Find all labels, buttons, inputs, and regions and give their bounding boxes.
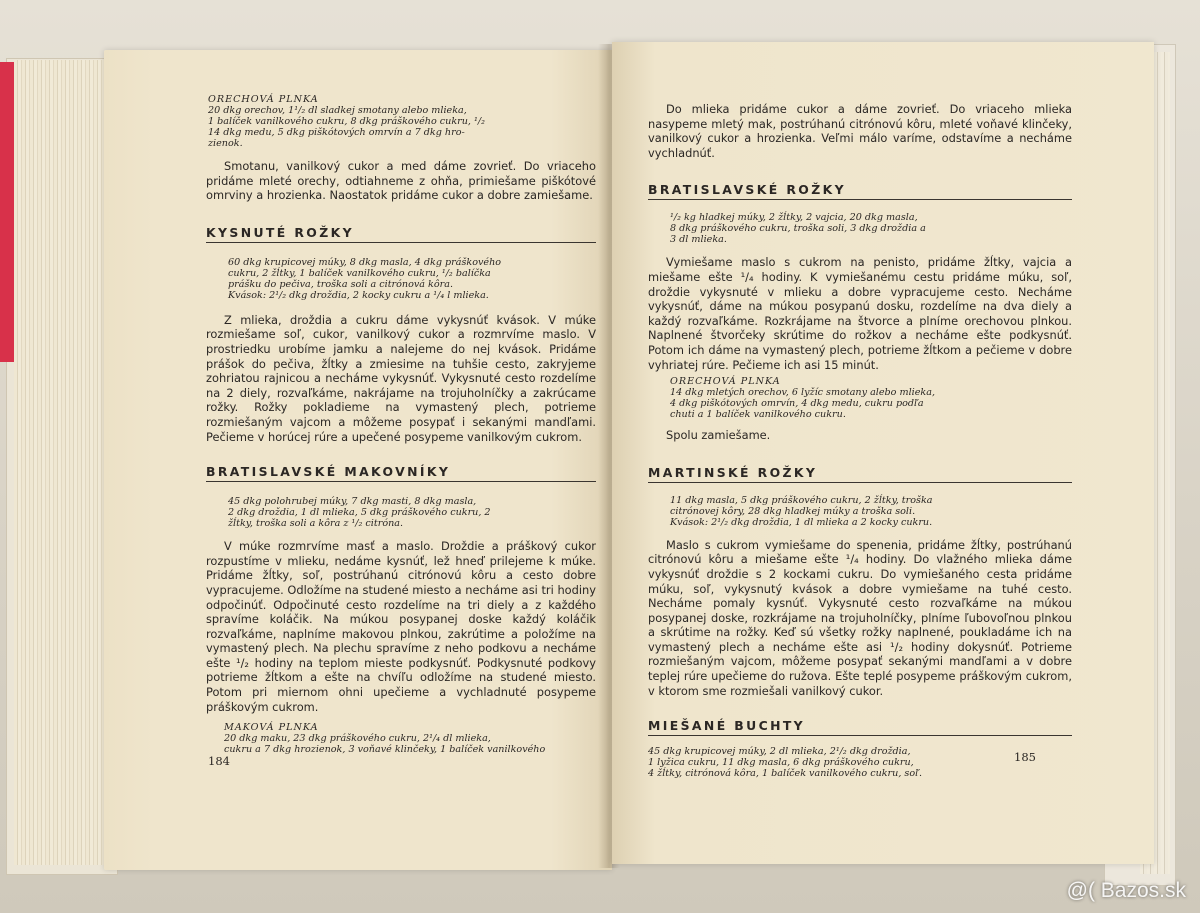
recipe-method: Vymiešame maslo s cukrom na penisto, pridáme žĺtky, vajcia a miešame ešte ¹/₄ hodiny. K vymiešanému cestu pridáme múku, soľ, droždie vykysnuté v mlieku a dobre vypracujeme cesto. Necháme vykysnúť, dáme na múkou posypanú dosku, rozdelíme na dva diely a každý rozvaľkáme. Rozkrájame na štvorce a plníme orechovou plnkou. Naplnené štvorčeky skrútime do rožkov a necháme ešte podkysnúť. Potom ich dáme na vymastený plech, potrieme žĺtkom a pečieme v dobre vyhriatej rúre. Pečieme ich asi 15 minút. xyxy=(648,255,1072,372)
cover-red-edge xyxy=(0,62,14,362)
filling-method: Spolu zamiešame. xyxy=(666,428,771,443)
page-number: 185 xyxy=(1014,750,1036,764)
ingredient-line: 14 dkg medu, 5 dkg piškótových omrvín a 7 dkg hro- xyxy=(208,127,465,138)
ingredient-line: 8 dkg práškového cukru, troška soli, 3 dkg droždia a xyxy=(670,223,926,235)
filling-method: Do mlieka pridáme cukor a dáme zovrieť. Do vriaceho mlieka nasypeme mletý mak, postrúhanú citrónovú kôru, mleté voňavé klinčeky, vanilkový cukor a hrozienka. Veľmi málo varíme, odstavíme a necháme vychladnúť. xyxy=(648,102,1072,160)
ingredient-line: 20 dkg orechov, 1¹/₂ dl sladkej smotany alebo mlieka, xyxy=(208,105,467,116)
ingredient-line: žĺtky, troška soli a kôra z ¹/₂ citróna. xyxy=(228,518,404,530)
ingredients-block xyxy=(648,495,1072,528)
page-number: 184 xyxy=(208,754,230,768)
recipe-title: BRATISLAVSKÉ ROŽKY xyxy=(648,182,1072,200)
ingredient-line: zienok. xyxy=(208,138,243,149)
ingredient-line: 1 lyžica cukru, 11 dkg masla, 6 dkg práškového cukru, xyxy=(648,757,914,769)
page-edges-left xyxy=(14,60,110,865)
ingredient-line: 45 dkg krupicovej múky, 2 dl mlieka, 2¹/₂ dkg droždia, xyxy=(648,746,911,758)
orechova-plnka-block xyxy=(206,94,596,149)
recipe-title: MIEŠANÉ BUCHTY xyxy=(648,718,1072,736)
ingredient-line: 3 dl mlieka. xyxy=(670,234,727,246)
ingredient-line: cukru, 2 žĺtky, 1 balíček vanilkového cukru, ¹/₂ balíčka xyxy=(228,267,491,279)
recipe-method: Maslo s cukrom vymiešame do spenenia, pridáme žĺtky, postrúhanú citrónovú kôru a miešame ešte ¹/₄ hodiny. Do vlažného mlieka dáme vykysnúť droždie s 2 kockami cukru. Do vymiešaného cesta pridáme múku, soľ, vykysnutý kvások a dobre vymiešame na tuhé cesto. Necháme pomaly kysnúť. Vykysnuté cesto rozvaľkáme na múkou posypanej doske, rozkrájame na trojuholníčky, plníme ľubovoľnou plnkou a skrútime na rožky. Keď sú všetky rožky naplnené, poukladáme ich na vymastený plech a necháme ešte asi ¹/₂ hodiny dokysnúť. Potrieme rozmiešaným vajcom, môžeme posypať sekanými mandľami a v dobre teplej rúre upečieme do ružova. Ešte teplé posypeme práškovým cukrom, v ktorom sme rozmiešali vanilkový cukor. xyxy=(648,537,1072,698)
filling-title: ORECHOVÁ PLNKA xyxy=(670,376,781,388)
recipe-method: Z mlieka, droždia a cukru dáme vykysnúť kvások. V múke rozmiešame soľ, cukor, vanilkový cukor a rozmrvíme maslo. V prostriedku urobíme jamku a nalejeme do nej kvások. Pridáme prášok do pečiva, žĺtky a zmiesime na tuhšie cesto, zakryjeme zohriatou rajnicou a necháme vykysnúť. Vykysnuté cesto rozdelíme na 2 diely, rozvaľkáme, nakrájame na trojuholníčky a zakrúcame rožky. Rožky pokladieme na vymastený plech, potrieme rozmiešaným vajcom a môžeme posypať i sekanými mandľami. Pečieme v horúcej rúre a upečené posypeme vanilkovým cukrom. xyxy=(206,312,596,444)
filling-title: MAKOVÁ PLNKA xyxy=(224,722,319,734)
ingredients-block xyxy=(648,212,1072,245)
recipe-title: KYSNUTÉ ROŽKY xyxy=(206,225,596,243)
ingredient-line: ¹/₂ kg hladkej múky, 2 žĺtky, 2 vajcia, 20 dkg masla, xyxy=(670,212,918,224)
right-page-content xyxy=(648,102,1072,779)
ingredient-line: prášku do pečiva, troška soli a citrónová kôra. xyxy=(228,278,454,290)
ingredient-line: 11 dkg masla, 5 dkg práškového cukru, 2 žĺtky, troška xyxy=(670,494,933,506)
ingredient-line: 2 dkg droždia, 1 dl mlieka, 5 dkg práškového cukru, 2 xyxy=(228,507,491,519)
ingredient-line: 45 dkg polohrubej múky, 7 dkg masti, 8 dkg masla, xyxy=(228,496,477,508)
ingredients-block xyxy=(206,257,596,301)
ingredient-line: cukru a 7 dkg hrozienok, 3 voňavé klinčeky, 1 balíček vanilkového xyxy=(224,744,546,756)
makova-plnka-block xyxy=(206,722,596,755)
filling-title: ORECHOVÁ PLNKA xyxy=(208,94,319,105)
ingredient-line: 1 balíček vanilkového cukru, 8 dkg práškového cukru, ¹/₂ xyxy=(208,116,485,127)
ingredient-line: Kvások: 2¹/₂ dkg droždia, 1 dl mlieka a 2 kocky cukru. xyxy=(670,516,933,528)
ingredient-line: 14 dkg mletých orechov, 6 lyžíc smotany alebo mlieka, xyxy=(670,387,936,399)
left-page xyxy=(104,50,612,870)
watermark: @( Bazos.sk xyxy=(1066,879,1186,902)
ingredients-block xyxy=(206,496,596,529)
orechova-plnka-block xyxy=(648,376,1072,420)
ingredient-line: Kvások: 2¹/₂ dkg droždia, 2 kocky cukru a ¹/₄ l mlieka. xyxy=(228,289,489,301)
filling-method: Smotanu, vanilkový cukor a med dáme zovrieť. Do vriaceho pridáme mleté orechy, odtiahneme z ohňa, primiešame piškótové omrviny a hrozienka. Naostatok pridáme cukor a dobre zamiešame. xyxy=(206,159,596,203)
recipe-title: MARTINSKÉ ROŽKY xyxy=(648,465,1072,483)
left-page-content xyxy=(206,94,596,755)
ingredient-line: 4 žĺtky, citrónová kôra, 1 balíček vanilkového cukru, soľ. xyxy=(648,768,923,780)
ingredient-line: 60 dkg krupicovej múky, 8 dkg masla, 4 dkg práškového xyxy=(228,256,502,268)
ingredient-line: citrónovej kôry, 28 dkg hladkej múky a troška soli. xyxy=(670,505,916,517)
ingredient-line: 4 dkg piškótových omrvín, 4 dkg medu, cukru podľa xyxy=(670,398,924,410)
ingredients-block xyxy=(648,746,1072,779)
ingredient-line: chuti a 1 balíček vanilkového cukru. xyxy=(670,409,846,421)
recipe-method: V múke rozmrvíme masť a maslo. Droždie a práškový cukor rozpustíme v mlieku, nedáme kysnúť, lež hneď prilejeme k múke. Pridáme žĺtky, soľ, postrúhanú citrónovú kôru a cesto dobre vypracujeme. Odložíme na studené miesto a necháme asi tri hodiny odpočinúť. Odpočinuté cesto rozdelíme na tri diely a z každého spravíme koláčik. Na múkou posypanej doske každý koláčik rozvaľkáme, naplníme makovou plnkou, zakrútime a položíme na vymastený plech. Na plechu spravíme z neho podkovu a necháme ešte ¹/₂ hodiny na teplom mieste podkysnúť. Podkysnuté podkovy potrieme žĺtkom a ešte na chvíľu odložíme na studené miesto. Potom pri miernom ohni upečieme a vychladnuté posypeme práškovým cukrom. xyxy=(206,539,596,714)
right-page xyxy=(612,42,1154,864)
recipe-title: BRATISLAVSKÉ MAKOVNÍKY xyxy=(206,464,596,482)
ingredient-line: 20 dkg maku, 23 dkg práškového cukru, 2¹/₄ dl mlieka, xyxy=(224,733,491,745)
